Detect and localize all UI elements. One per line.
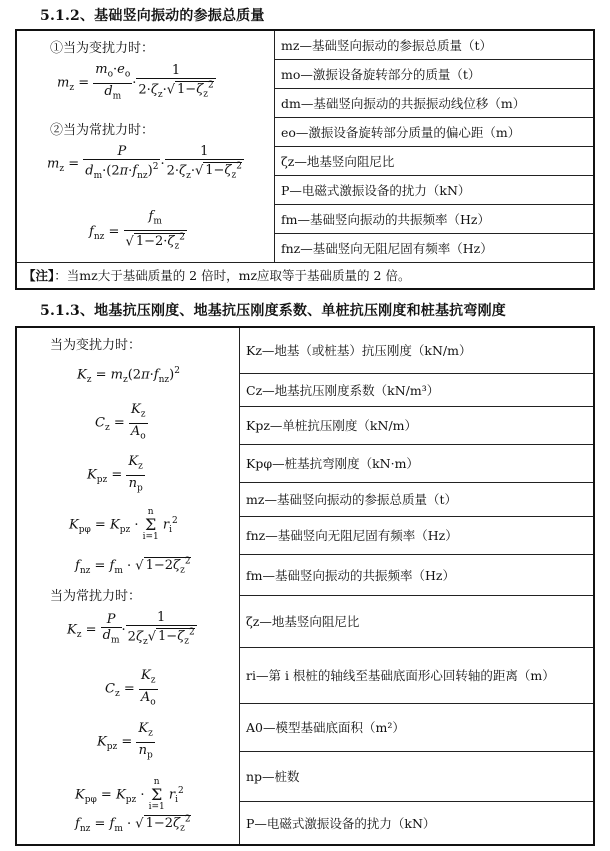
case-constant-force-label: 当为常扰力时： <box>50 589 142 604</box>
formula-kpz-constant: $K_{pz}$ = $\frac{K_z}{n_p}$ <box>97 721 155 763</box>
formula-fnz: $f_{nz}$ = $\frac{f_m}{√ 1-2\cdot\zeta_z^2}$ <box>89 209 187 255</box>
section-title-5-1-3: 5.1.3、地基抗压刚度、地基抗压刚度系数、单桩抗压刚度和桩基抗弯刚度 <box>40 303 506 319</box>
formula-mz-constant: $m_z$ = $\frac{P}{d_m\cdot(2\pi\cdot f_{nz})^2}$ · $\frac{1}{2\cdot\zeta_z\cdot√ 1-\zeta_z^2}$ <box>47 144 244 184</box>
formula-cz-constant: $C_z$ = $\frac{K_z}{A_o}$ <box>105 668 158 710</box>
note-label: 【注】 <box>23 268 55 284</box>
formula-kpphi-variable: $K_{p\varphi} = K_{pz} \cdot n$ Σ i=1 $r_i^2$ <box>69 507 178 542</box>
note-text: ：当mz大于基础质量的 2 倍时，mz应取等于基础质量的 2 倍。 <box>54 268 411 284</box>
def-a0: A0—模型基础底面积（m²） <box>240 703 595 751</box>
def-fm: fm—基础竖向振动的共振频率（Hz） <box>275 204 595 233</box>
def-p: P—电磁式激振设备的扰力（kN） <box>240 801 595 845</box>
def-np: np—桩数 <box>240 751 595 801</box>
table-participating-mass <box>15 29 595 290</box>
def-kz: Kz—地基（或桩基）抗压刚度（kN/m） <box>240 327 595 373</box>
formula-kpz-variable: $K_{pz}$ = $\frac{K_z}{n_p}$ <box>87 454 145 496</box>
formula-fnz-constant: $f_{nz} = f_m$ · √ $1-2\zeta_z^2$ <box>75 815 191 834</box>
def-zeta: ζz—地基竖向阻尼比 <box>240 595 595 647</box>
def-fm: fm—基础竖向振动的共振频率（Hz） <box>240 554 595 595</box>
case-variable-force-label: 当为变扰力时： <box>50 338 142 353</box>
formula-cz-variable: $C_z$ = $\frac{K_z}{A_o}$ <box>95 402 148 444</box>
case-variable-force-label: ①当为变扰力时： <box>50 41 155 56</box>
formula-kpphi-constant: $K_{p\varphi} = K_{pz} \cdot n$ Σ i=1 $r_i^2$ <box>75 777 184 812</box>
def-mo: mo—激振设备旋转部分的质量（t） <box>275 59 595 88</box>
def-kpz: Kpz—单桩抗压刚度（kN/m） <box>240 406 595 444</box>
def-mz: mz—基础竖向振动的参振总质量（t） <box>275 30 595 59</box>
table-stiffness <box>15 326 595 846</box>
def-ri: ri—第 i 根桩的轴线至基础底面形心回转轴的距离（m） <box>240 647 595 703</box>
def-mz: mz—基础竖向振动的参振总质量（t） <box>240 482 595 516</box>
formula-panel-mass <box>16 30 275 262</box>
case-constant-force-label: ②当为常扰力时： <box>50 123 155 138</box>
def-zeta: ζz—地基竖向阻尼比 <box>275 146 595 175</box>
formula-fnz-variable: $f_{nz} = f_m$ · √ $1-2\zeta_z^2$ <box>75 557 191 576</box>
def-eo: eo—激振设备旋转部分质量的偏心距（m） <box>275 117 595 146</box>
note-row <box>16 262 594 289</box>
formula-panel-stiffness <box>16 327 240 845</box>
def-dm: dm—基础竖向振动的共振振动线位移（m） <box>275 88 595 117</box>
section-title-5-1-2: 5.1.2、基础竖向振动的参振总质量 <box>40 8 265 24</box>
formula-mz-variable: $m_z$ = $\frac{m_o\cdot e_o}{d_m}$ · $\frac{1}{2\cdot\zeta_z\cdot√ 1-\zeta_z^2}$ <box>57 62 216 104</box>
def-fnz: fnz—基础竖向无阻尼固有频率（Hz） <box>275 233 595 262</box>
def-cz: Cz—地基抗压刚度系数（kN/m³） <box>240 373 595 406</box>
def-fnz: fnz—基础竖向无阻尼固有频率（Hz） <box>240 516 595 554</box>
def-kpphi: Kpφ—桩基抗弯刚度（kN·m） <box>240 444 595 482</box>
def-p: P—电磁式激振设备的扰力（kN） <box>275 175 595 204</box>
formula-kz-variable: $K_z = m_z(2\pi\cdot f_{nz})^2$ <box>77 366 180 385</box>
formula-kz-constant: $K_z$ = $\frac{P}{d_m}$ · $\frac{1}{2\zeta_z√ 1-\zeta_z^2}$ <box>67 610 197 650</box>
